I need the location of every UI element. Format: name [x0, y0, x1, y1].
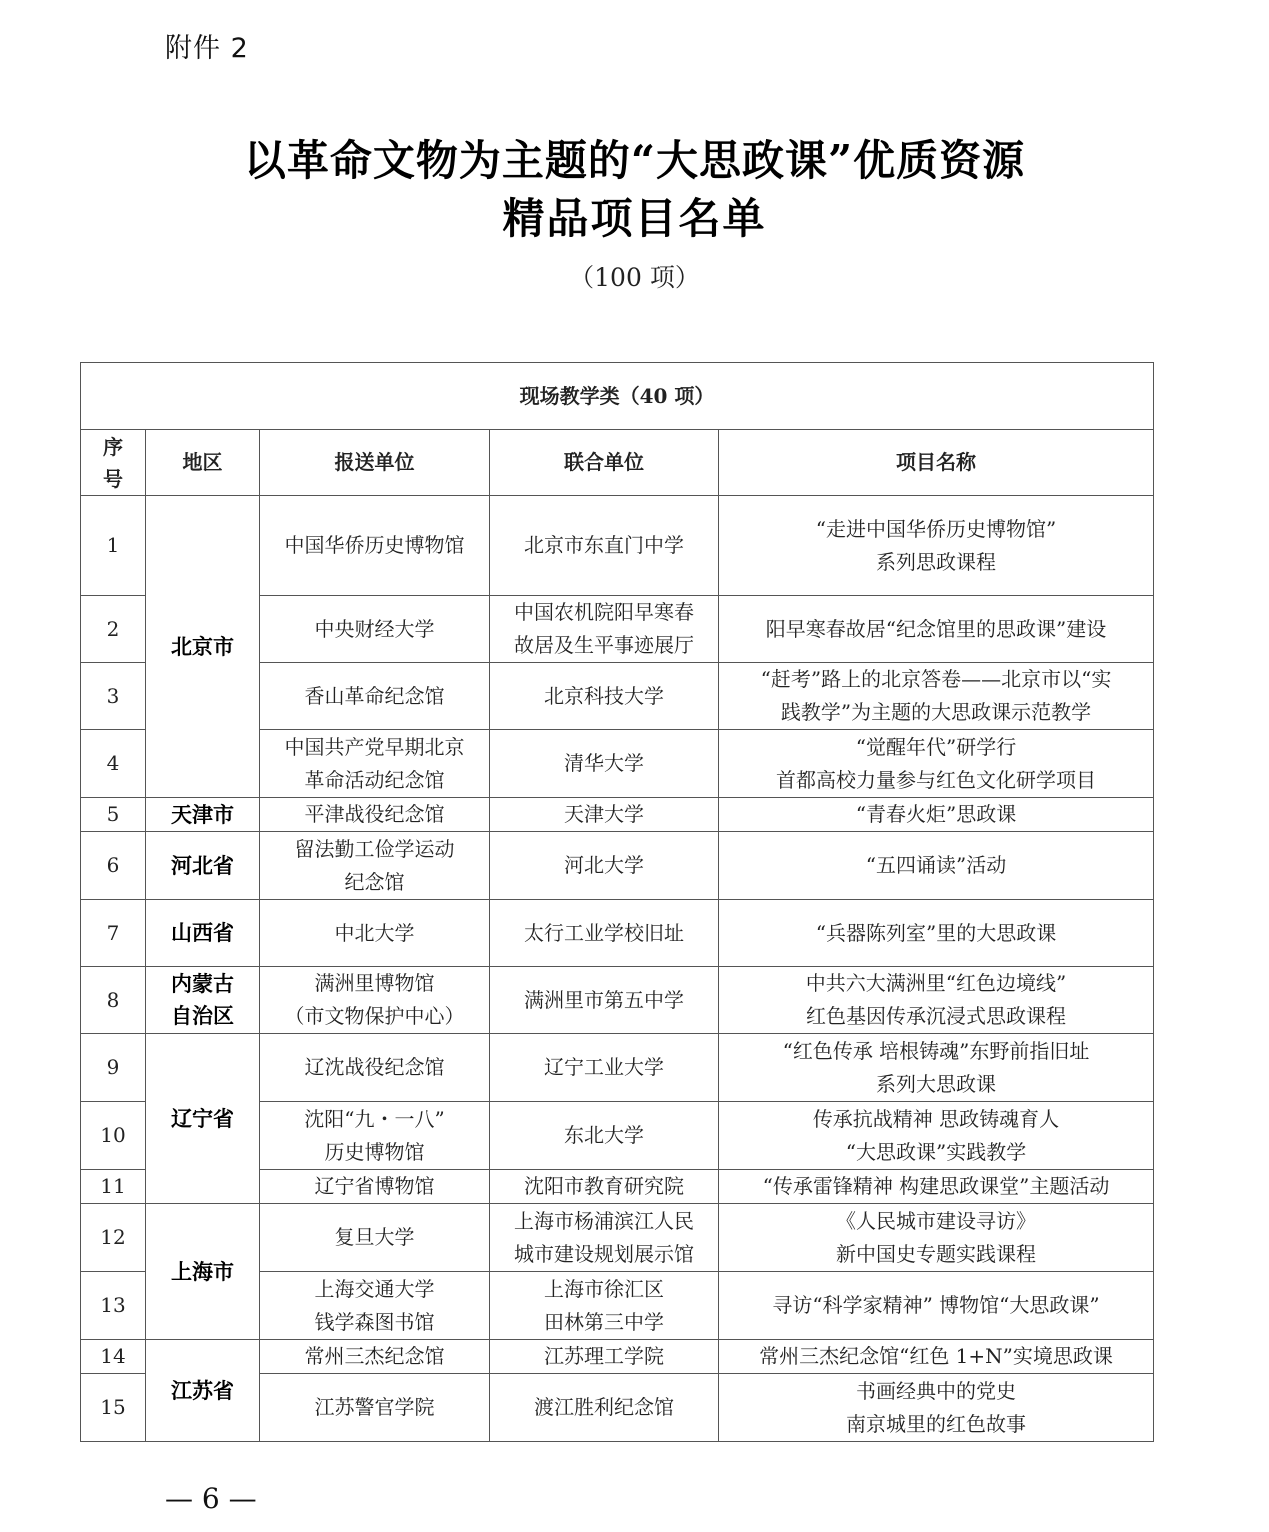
partner-unit-cell	[490, 730, 719, 798]
cell-line: 上海市杨浦滨江人民	[514, 1208, 694, 1233]
project-name-cell	[719, 1034, 1154, 1102]
cell-line: 香山革命纪念馆	[304, 683, 445, 708]
cell-line: 中国农机院阳早寒春	[514, 600, 694, 624]
cell-line: 渡江胜利纪念馆	[534, 1395, 674, 1419]
cell-line: 传承抗战精神 思政铸魂育人	[812, 1106, 1060, 1131]
row-index: 5	[81, 798, 146, 832]
cell-line: 寻访“科学家精神” 博物馆“大思政课”	[772, 1293, 1100, 1317]
project-name-cell	[719, 1374, 1154, 1442]
submitting-unit-cell	[260, 967, 490, 1034]
cell-line: “觉醒年代”研学行	[855, 734, 1017, 759]
project-name-cell	[719, 1272, 1154, 1340]
table-row	[81, 900, 1154, 967]
cell-line: 天津大学	[564, 802, 644, 826]
cell-line: 中国华侨历史博物馆	[284, 533, 465, 557]
cell-line: 系列大思政课	[876, 1071, 996, 1096]
document-title-line2: 精品项目名单	[502, 194, 767, 243]
page-number: — 6 —	[165, 1482, 257, 1515]
region-cell: 上海市	[146, 1204, 260, 1340]
cell-line: “兵器陈列室”里的大思政课	[815, 920, 1057, 945]
partner-unit-cell	[490, 1374, 719, 1442]
region-cell: 辽宁省	[146, 1034, 260, 1204]
project-name-cell	[719, 596, 1154, 663]
submitting-unit-cell	[260, 496, 490, 596]
submitting-unit-cell	[260, 663, 490, 730]
row-index: 14	[81, 1340, 146, 1374]
cell-line: （市文物保护中心）	[284, 1004, 465, 1028]
item-count: （100 项）	[569, 263, 700, 292]
cell-line: 满洲里市第五中学	[524, 987, 684, 1012]
column-header-index	[81, 430, 146, 496]
project-name-cell	[719, 798, 1154, 832]
region-cell: 河北省	[146, 832, 260, 900]
cell-line: “走进中国华侨历史博物馆”	[815, 516, 1057, 541]
region-cell: 山西省	[146, 900, 260, 967]
cell-line: 历史博物馆	[324, 1139, 425, 1164]
region-cell: 北京市	[146, 496, 260, 798]
cell-line: 江苏理工学院	[544, 1344, 664, 1368]
table-row	[81, 832, 1154, 900]
partner-unit-cell	[490, 967, 719, 1034]
row-index: 9	[81, 1034, 146, 1102]
project-name-cell	[719, 1340, 1154, 1374]
cell-line: 北京科技大学	[544, 683, 664, 708]
cell-line: 清华大学	[564, 751, 644, 775]
cell-line: 城市建设规划展示馆	[514, 1241, 694, 1266]
project-name-cell	[719, 730, 1154, 798]
partner-unit-cell	[490, 1102, 719, 1170]
cell-line: “传承雷锋精神 构建思政课堂”主题活动	[762, 1174, 1110, 1198]
partner-unit-cell	[490, 798, 719, 832]
cell-line: “大思政课”实践教学	[845, 1139, 1027, 1164]
cell-line: 革命活动纪念馆	[304, 767, 445, 792]
cell-line: 辽宁省博物馆	[314, 1174, 435, 1198]
column-header-submitting-unit: 报送单位	[260, 430, 490, 496]
header-row	[81, 430, 1154, 496]
submitting-unit-cell	[260, 1340, 490, 1374]
cell-line: 《人民城市建设寻访》	[836, 1208, 1036, 1233]
cell-line: 阳早寒春故居“纪念馆里的思政课”建设	[765, 616, 1107, 641]
cell-line: 太行工业学校旧址	[524, 920, 684, 945]
cell-line: 辽沈战役纪念馆	[304, 1055, 445, 1079]
project-name-cell	[719, 900, 1154, 967]
submitting-unit-cell	[260, 1102, 490, 1170]
index-header-line1: 序	[103, 434, 123, 459]
cell-line: 沈阳市教育研究院	[524, 1174, 684, 1198]
project-name-cell	[719, 663, 1154, 730]
region-line: 自治区	[171, 1003, 234, 1028]
submitting-unit-cell	[260, 730, 490, 798]
cell-line: 红色基因传承沉浸式思政课程	[806, 1004, 1066, 1028]
row-index: 10	[81, 1102, 146, 1170]
table-row	[81, 798, 1154, 832]
submitting-unit-cell	[260, 1374, 490, 1442]
region-cell: 江苏省	[146, 1340, 260, 1442]
cell-line: 中国共产党早期北京	[284, 734, 465, 759]
submitting-unit-cell	[260, 798, 490, 832]
attachment-label: 附件 2	[165, 33, 249, 64]
project-name-cell	[719, 1170, 1154, 1204]
cell-line: 满洲里博物馆	[314, 971, 435, 995]
cell-line: 辽宁工业大学	[544, 1055, 664, 1079]
cell-line: 河北大学	[564, 853, 644, 877]
partner-unit-cell	[490, 1340, 719, 1374]
submitting-unit-cell	[260, 832, 490, 900]
row-index: 15	[81, 1374, 146, 1442]
partner-unit-cell	[490, 832, 719, 900]
cell-line: 北京市东直门中学	[524, 533, 684, 557]
partner-unit-cell	[490, 1034, 719, 1102]
table-row	[81, 1204, 1154, 1272]
cell-line: 故居及生平事迹展厅	[514, 633, 694, 657]
row-index: 8	[81, 967, 146, 1034]
cell-line: 纪念馆	[344, 869, 405, 894]
cell-line: 中央财经大学	[314, 616, 435, 641]
cell-line: 东北大学	[564, 1123, 644, 1147]
table-row	[81, 1340, 1154, 1374]
partner-unit-cell	[490, 1272, 719, 1340]
project-name-cell	[719, 1204, 1154, 1272]
cell-line: 书画经典中的党史	[856, 1378, 1016, 1403]
index-header-line2: 号	[103, 466, 123, 491]
cell-line: 中共六大满洲里“红色边境线”	[805, 971, 1067, 995]
row-index: 3	[81, 663, 146, 730]
cell-line: “青春火炬”思政课	[855, 802, 1017, 826]
submitting-unit-cell	[260, 1204, 490, 1272]
cell-line: 钱学森图书馆	[314, 1309, 435, 1334]
table-row	[81, 496, 1154, 596]
cell-line: 首都高校力量参与红色文化研学项目	[776, 767, 1096, 792]
cell-line: 中北大学	[334, 920, 415, 945]
cell-line: 平津战役纪念馆	[304, 802, 445, 826]
region-line: 内蒙古	[171, 971, 234, 996]
cell-line: 江苏警官学院	[314, 1395, 435, 1419]
submitting-unit-cell	[260, 1034, 490, 1102]
row-index: 2	[81, 596, 146, 663]
row-index: 13	[81, 1272, 146, 1340]
cell-line: 新中国史专题实践课程	[836, 1241, 1036, 1266]
region-cell: 天津市	[146, 798, 260, 832]
submitting-unit-cell	[260, 1272, 490, 1340]
cell-line: 上海交通大学	[314, 1276, 435, 1301]
column-header-region: 地区	[146, 430, 260, 496]
table-row	[81, 967, 1154, 1034]
project-list-table	[80, 362, 1154, 1442]
cell-line: “赶考”路上的北京答卷——北京市以“实	[760, 667, 1112, 691]
cell-line: 践教学”为主题的大思政课示范教学	[780, 700, 1092, 724]
submitting-unit-cell	[260, 1170, 490, 1204]
project-name-cell	[719, 496, 1154, 596]
cell-line: 上海市徐汇区	[544, 1276, 664, 1301]
table-row	[81, 1034, 1154, 1102]
cell-line: 沈阳“九・一八”	[304, 1106, 445, 1131]
row-index: 4	[81, 730, 146, 798]
document-title-line1: 以革命文物为主题的“大思政课”优质资源	[243, 136, 1026, 185]
submitting-unit-cell	[260, 596, 490, 663]
partner-unit-cell	[490, 596, 719, 663]
partner-unit-cell	[490, 663, 719, 730]
cell-line: “五四诵读”活动	[865, 853, 1007, 877]
section-title: 现场教学类（40 项）	[81, 363, 1154, 430]
cell-line: 田林第三中学	[544, 1309, 664, 1334]
column-header-project-name: 项目名称	[719, 430, 1154, 496]
submitting-unit-cell	[260, 900, 490, 967]
project-name-cell	[719, 1102, 1154, 1170]
cell-line: 留法勤工俭学运动	[294, 836, 455, 861]
row-index: 7	[81, 900, 146, 967]
cell-line: 南京城里的红色故事	[846, 1411, 1026, 1436]
partner-unit-cell	[490, 496, 719, 596]
project-name-cell	[719, 967, 1154, 1034]
row-index: 12	[81, 1204, 146, 1272]
cell-line: 常州三杰纪念馆	[304, 1344, 445, 1368]
project-name-cell	[719, 832, 1154, 900]
cell-line: 复旦大学	[334, 1225, 415, 1249]
row-index: 1	[81, 496, 146, 596]
partner-unit-cell	[490, 900, 719, 967]
column-header-partner-unit: 联合单位	[490, 430, 719, 496]
cell-line: 系列思政课程	[876, 549, 996, 574]
row-index: 6	[81, 832, 146, 900]
cell-line: “红色传承 培根铸魂”东野前指旧址	[782, 1038, 1090, 1063]
partner-unit-cell	[490, 1204, 719, 1272]
cell-line: 常州三杰纪念馆“红色 1+N”实境思政课	[759, 1344, 1113, 1368]
region-cell	[146, 967, 260, 1034]
partner-unit-cell	[490, 1170, 719, 1204]
row-index: 11	[81, 1170, 146, 1204]
section-row	[81, 363, 1154, 430]
